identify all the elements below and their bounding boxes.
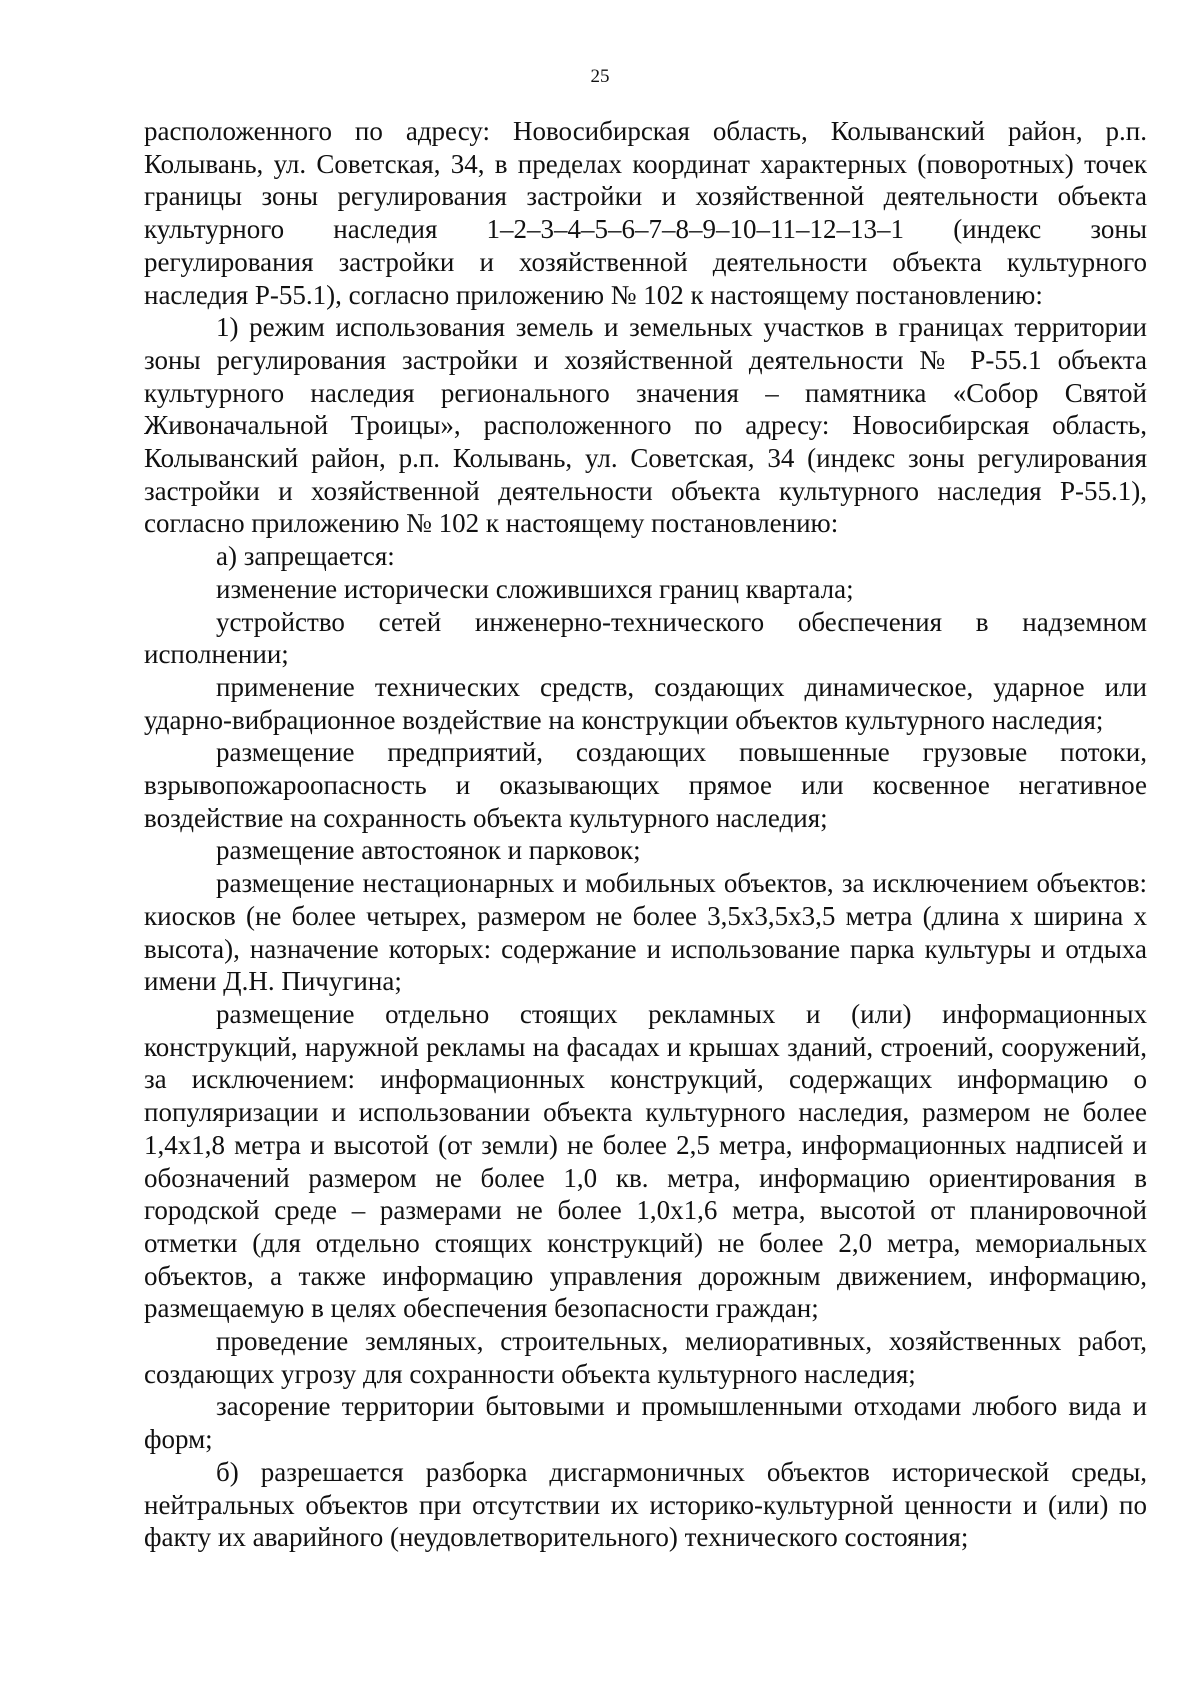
page-number: 25 — [590, 66, 610, 87]
paragraph-prohibited-boundaries: изменение исторически сложившихся границ квартала; — [216, 573, 854, 604]
paragraph-prohibited-heading: а) запрещается: — [216, 541, 395, 572]
paragraph-prohibited-vibration: применение технических средств, создающих динамическое, ударное или ударно-вибрационное воздействие на конструкции объектов культурного наследия; — [144, 671, 1147, 735]
paragraph-prohibited-advertising: размещение отдельно стоящих рекламных и (или) информационных конструкций, наружной рекламы на фасадах и крышах зданий, строений, сооружений, за исключением: информационных конструкций, содержащих информацию о популяризации и использовании объекта культурного наследия, размером не более 1,4х1,8 метра и высотой (от земли) не более 2,5 метра, информационных надписей и обозначений размером не более 1,0 кв. метра, информацию ориентирования в городской среде – размерами не более 1,0х1,6 метра, высотой от планировочной отметки (для отдельно стоящих конструкций) не более 2,0 метра, мемориальных объектов, а также информацию управления дорожным движением, информацию, размещаемую в целях обеспечения безопасности граждан; — [144, 998, 1147, 1324]
paragraph-prohibited-enterprises: размещение предприятий, создающих повышенные грузовые потоки, взрывопожароопасность и оказывающих прямое или косвенное негативное воздействие на сохранность объекта культурного наследия; — [144, 737, 1147, 833]
paragraph-address-continuation: расположенного по адресу: Новосибирская область, Колыванский район, р.п. Колывань, ул. Советская, 34, в пределах координат характерных (поворотных) точек границы зоны регулирования застройки и хозяйственной деятельности объекта культурного наследия 1–2–3–4–5–6–7–8–9–10–11–12–13–1 (индекс зоны регулирования застройки и хозяйственной деятельности объекта культурного наследия Р-55.1), согласно приложению № 102 к настоящему постановлению: — [144, 116, 1147, 310]
paragraph-prohibited-waste: засорение территории бытовыми и промышленными отходами любого вида и форм; — [144, 1391, 1147, 1455]
paragraph-prohibited-mobile-objects: размещение нестационарных и мобильных объектов, за исключением объектов: киосков (не более четырех, размером не более 3,5х3,5х3,5 метра (длина х ширина х высота), назначение которых: содержание и использование парка культуры и отдыха имени Д.Н. Пичугина; — [144, 868, 1147, 997]
paragraph-prohibited-networks: устройство сетей инженерно-технического обеспечения в надземном исполнении; — [144, 606, 1147, 670]
paragraph-prohibited-parking: размещение автостоянок и парковок; — [216, 835, 641, 866]
paragraph-prohibited-earthworks: проведение земляных, строительных, мелиоративных, хозяйственных работ, создающих угрозу для сохранности объекта культурного наследия; — [144, 1326, 1147, 1389]
paragraph-permitted-dismantling: б) разрешается разборка дисгармоничных объектов исторической среды, нейтральных объектов при отсутствии их историко-культурной ценности и (или) по факту их аварийного (неудовлетворительного) технического состояния; — [144, 1456, 1147, 1553]
document-body — [144, 115, 1147, 1554]
paragraph-regime-item-1: 1) режим использования земель и земельных участков в границах территории зоны регулирования застройки и хозяйственной деятельности № Р-55.1 объекта культурного наследия регионального значения – памятника «Собор Святой Живоначальной Троицы», расположенного по адресу: Новосибирская область, Колыванский район, р.п. Колывань, ул. Советская, 34 (индекс зоны регулирования застройки и хозяйственной деятельности объекта культурного наследия Р-55.1), согласно приложению № 102 к настоящему постановлению: — [144, 312, 1147, 539]
